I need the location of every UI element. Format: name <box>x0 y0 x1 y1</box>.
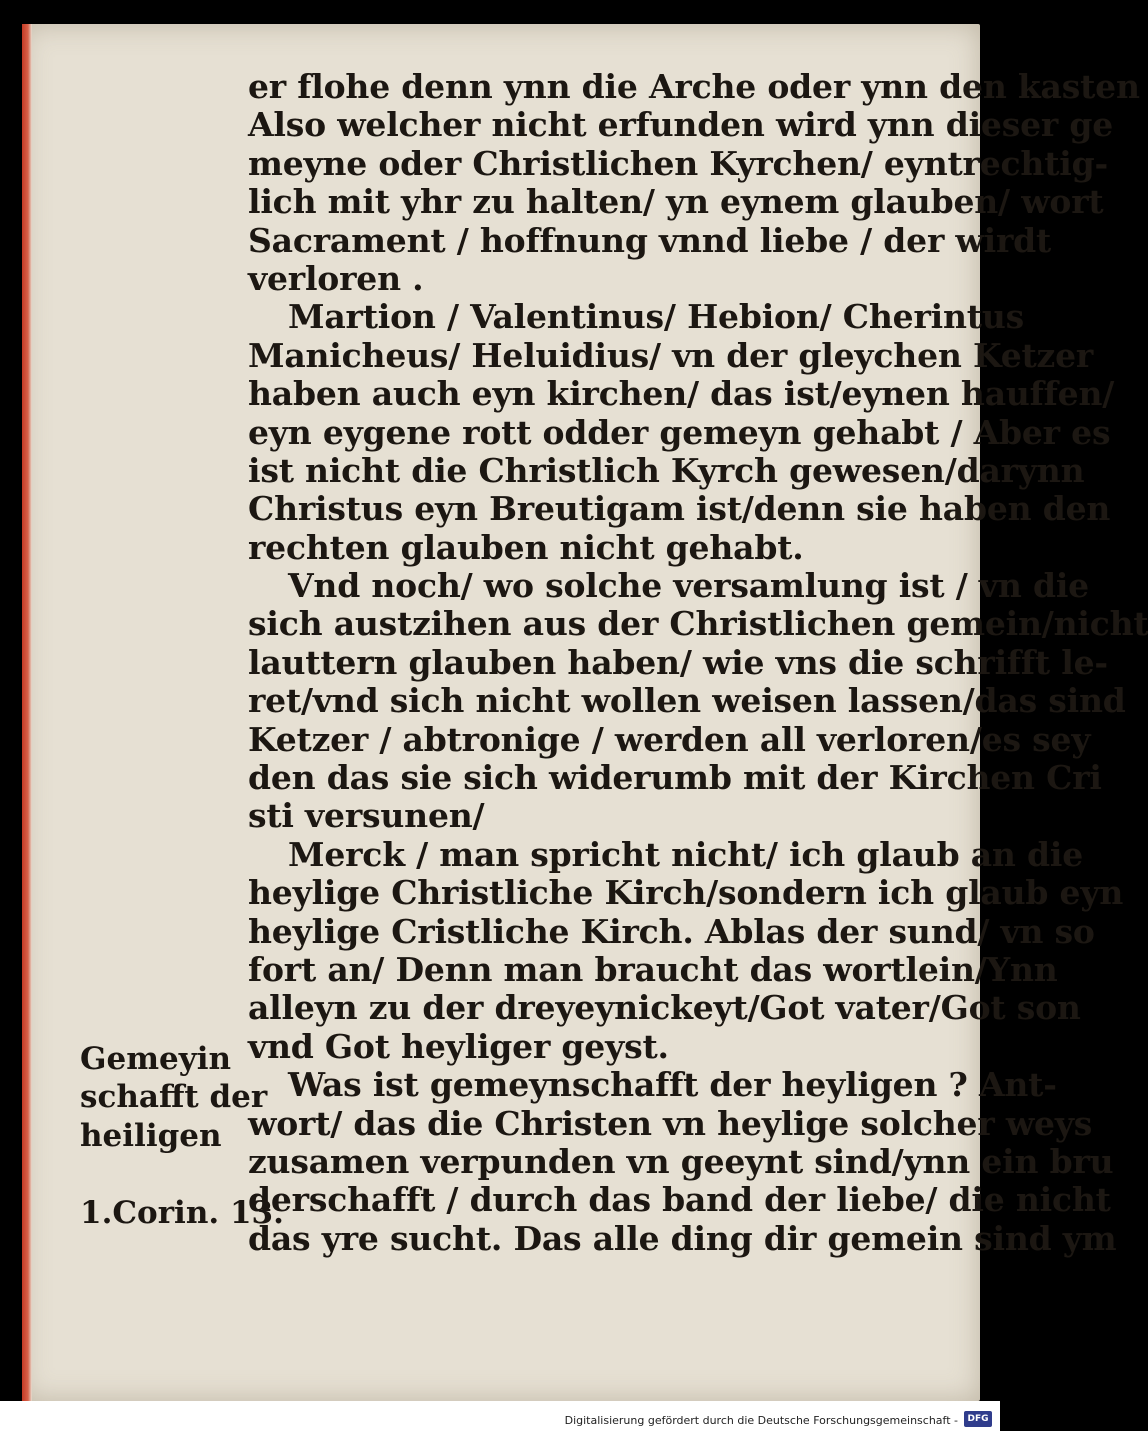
text-line: Martion / Valentinus/ Hebion/ Cherintus <box>288 297 1024 337</box>
margin-note: Gemeyin <box>80 1041 232 1077</box>
text-line: fort an/ Denn man braucht das wortlein/Ynn <box>248 949 1058 989</box>
margin-note: heiligen <box>80 1117 222 1154</box>
text-line: das yre sucht. Das alle ding dir gemein sind ym <box>248 1218 1117 1258</box>
text-line: derschafft / durch das band der liebe/ die nicht <box>248 1180 1111 1220</box>
footer-credit: Digitalisierung gefördert durch die Deutsche Forschungsgemeinschaft - <box>564 1414 958 1427</box>
main-text-block <box>248 67 1148 1258</box>
text-line: vnd Got heyliger geyst. <box>248 1026 669 1066</box>
text-line: Vnd noch/ wo solche versamlung ist / vn die <box>288 566 1089 606</box>
text-line: eyn eygene rott odder gemeyn gehabt / Aber es <box>248 412 1111 452</box>
text-line: Sacrament / hoffnung vnnd liebe / der wirdt <box>248 220 1052 260</box>
text-line: zusamen verpunden vn geeynt sind/ynn ein bru <box>248 1141 1114 1181</box>
text-line: lauttern glauben haben/ wie vns die schrifft le- <box>248 642 1108 682</box>
text-line: verloren . <box>248 258 424 298</box>
text-line: haben auch eyn kirchen/ das ist/eynen hauffen/ <box>248 374 1115 414</box>
text-line: heylige Cristliche Kirch. Ablas der sund/ vn so <box>248 911 1095 951</box>
text-line: ist nicht die Christlich Kyrch gewesen/darynn <box>248 450 1085 490</box>
text-line: meyne oder Christlichen Kyrchen/ eyntrechtig- <box>248 143 1108 183</box>
margin-notes <box>80 1040 284 1232</box>
text-line: sich austzihen aus der Christlichen gemein/nicht <box>248 604 1148 644</box>
margin-note: 1.Corin. 13. <box>80 1194 284 1231</box>
text-line: heylige Christliche Kirch/sondern ich glaub eyn <box>248 873 1124 913</box>
book-page <box>22 24 1148 1401</box>
text-line: den das sie sich widerumb mit der Kirchen Cri <box>248 758 1102 798</box>
text-line: Merck / man spricht nicht/ ich glaub an die <box>288 834 1084 874</box>
text-line: Manicheus/ Heluidius/ vn der gleychen Ketzer <box>248 335 1094 375</box>
margin-note: schafft der <box>80 1079 268 1116</box>
text-line: Christus eyn Breutigam ist/denn sie haben den <box>248 489 1111 529</box>
text-line: ret/vnd sich nicht wollen weisen lassen/das sind <box>248 681 1126 721</box>
page-red-edge <box>22 24 32 1401</box>
text-line: Also welcher nicht erfunden wird ynn dieser ge <box>248 105 1114 145</box>
text-line: lich mit yhr zu halten/ yn eynem glauben/ wort <box>248 182 1104 222</box>
dfg-logo-icon: DFG <box>964 1411 992 1427</box>
text-line: Was ist gemeynschafft der heyligen ? Ant- <box>288 1065 1057 1105</box>
text-line: wort/ das die Christen vn heylige solcher weys <box>248 1103 1093 1143</box>
text-line: Ketzer / abtronige / werden all verloren/es sey <box>248 719 1091 759</box>
text-line: alleyn zu der dreyeynickeyt/Got vater/Got son <box>248 988 1081 1028</box>
footer-bar <box>0 1401 1000 1431</box>
text-line: er flohe denn ynn die Arche oder ynn den kasten <box>248 67 1140 106</box>
text-line: sti versunen/ <box>248 796 485 836</box>
text-line: rechten glauben nicht gehabt. <box>248 527 804 567</box>
